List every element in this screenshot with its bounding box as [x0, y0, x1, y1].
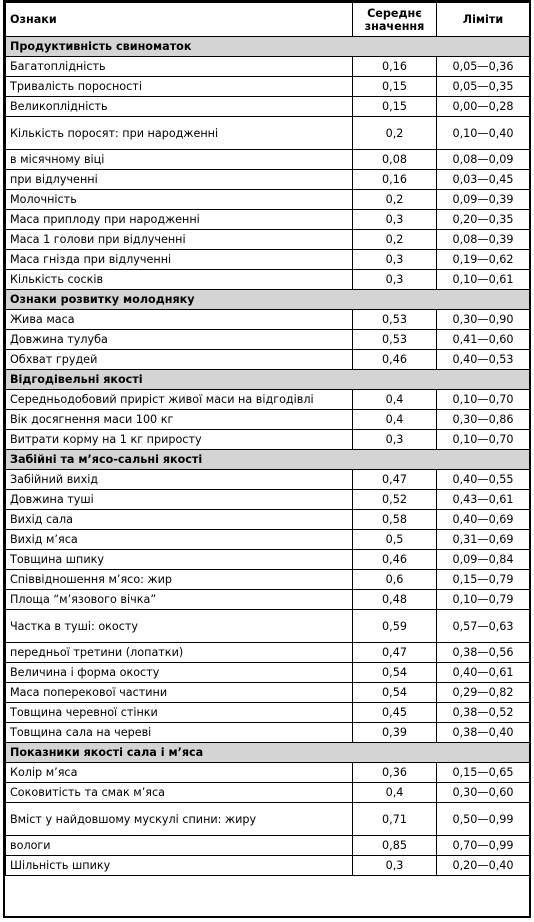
table-frame: [3, 0, 531, 918]
row-limits: 0,19—0,62: [437, 250, 530, 270]
row-average: 0,53: [353, 310, 437, 330]
row-label: Молочність: [6, 190, 353, 210]
row-label: Площа “м’язового вічка”: [6, 590, 353, 610]
row-label: Вихід м’яса: [6, 530, 353, 550]
header-limits: Ліміти: [437, 3, 530, 37]
table-row: [6, 210, 530, 230]
row-label: Великоплідність: [6, 97, 353, 117]
row-label: Вік досягнення маси 100 кг: [6, 410, 353, 430]
row-label: Вихід сала: [6, 510, 353, 530]
row-average: 0,71: [353, 803, 437, 836]
row-average: 0,2: [353, 230, 437, 250]
row-limits: 0,29—0,82: [437, 683, 530, 703]
row-label: Жива маса: [6, 310, 353, 330]
table-row: [6, 430, 530, 450]
row-label: передньої третини (лопатки): [6, 643, 353, 663]
row-average: 0,16: [353, 170, 437, 190]
table-row: [6, 723, 530, 743]
table-row: [6, 170, 530, 190]
row-label: при відлученні: [6, 170, 353, 190]
table-row: [6, 510, 530, 530]
table-row: [6, 610, 530, 643]
row-label: Товщина сала на череві: [6, 723, 353, 743]
table-row: [6, 803, 530, 836]
table-row: [6, 310, 530, 330]
row-label: Вміст у найдовшому мускулі спини: жиру: [6, 803, 353, 836]
row-limits: 0,03—0,45: [437, 170, 530, 190]
table-row: [6, 470, 530, 490]
row-average: 0,4: [353, 390, 437, 410]
row-label: Співвідношення м’ясо: жир: [6, 570, 353, 590]
header-average: Середнє значення: [353, 3, 437, 37]
row-limits: 0,00—0,28: [437, 97, 530, 117]
row-limits: 0,05—0,36: [437, 57, 530, 77]
row-average: 0,54: [353, 683, 437, 703]
table-row: [6, 836, 530, 856]
row-average: 0,47: [353, 643, 437, 663]
row-label: Товщина шпику: [6, 550, 353, 570]
row-average: 0,53: [353, 330, 437, 350]
section-title: Продуктивність свиноматок: [6, 37, 530, 57]
row-average: 0,5: [353, 530, 437, 550]
row-limits: 0,10—0,40: [437, 117, 530, 150]
row-limits: 0,43—0,61: [437, 490, 530, 510]
table-row: [6, 663, 530, 683]
row-label: Маса поперекової частини: [6, 683, 353, 703]
table-row: [6, 250, 530, 270]
row-label: Тривалість поросності: [6, 77, 353, 97]
row-limits: 0,40—0,61: [437, 663, 530, 683]
header-sign: Ознаки: [6, 3, 353, 37]
table-row: [6, 270, 530, 290]
section-title: Ознаки розвитку молодняку: [6, 290, 530, 310]
row-label: Кількість сосків: [6, 270, 353, 290]
table-row: [6, 643, 530, 663]
row-average: 0,4: [353, 783, 437, 803]
row-limits: 0,10—0,79: [437, 590, 530, 610]
table-body: [6, 37, 530, 876]
row-average: 0,2: [353, 117, 437, 150]
row-average: 0,6: [353, 570, 437, 590]
row-limits: 0,10—0,61: [437, 270, 530, 290]
row-average: 0,59: [353, 610, 437, 643]
row-average: 0,15: [353, 77, 437, 97]
row-label: Довжина тулуба: [6, 330, 353, 350]
row-limits: 0,30—0,86: [437, 410, 530, 430]
table-row: [6, 117, 530, 150]
row-limits: 0,40—0,53: [437, 350, 530, 370]
row-limits: 0,57—0,63: [437, 610, 530, 643]
row-label: Величина і форма окосту: [6, 663, 353, 683]
row-label: Маса 1 голови при відлученні: [6, 230, 353, 250]
row-limits: 0,20—0,40: [437, 856, 530, 876]
row-label: Шільність шпику: [6, 856, 353, 876]
row-average: 0,46: [353, 550, 437, 570]
row-label: вологи: [6, 836, 353, 856]
table-row: [6, 150, 530, 170]
row-limits: 0,10—0,70: [437, 430, 530, 450]
row-limits: 0,38—0,52: [437, 703, 530, 723]
row-average: 0,54: [353, 663, 437, 683]
row-average: 0,16: [353, 57, 437, 77]
row-label: Середньодобовий приріст живої маси на відгодівлі: [6, 390, 353, 410]
row-average: 0,3: [353, 856, 437, 876]
row-average: 0,46: [353, 350, 437, 370]
row-label: Багатоплідність: [6, 57, 353, 77]
table-row: [6, 856, 530, 876]
table-row: [6, 57, 530, 77]
row-average: 0,58: [353, 510, 437, 530]
row-limits: 0,30—0,90: [437, 310, 530, 330]
section-row: [6, 450, 530, 470]
table-row: [6, 550, 530, 570]
row-limits: 0,31—0,69: [437, 530, 530, 550]
section-title: Забійні та м’ясо-сальні якості: [6, 450, 530, 470]
row-limits: 0,20—0,35: [437, 210, 530, 230]
row-limits: 0,08—0,39: [437, 230, 530, 250]
row-average: 0,52: [353, 490, 437, 510]
row-limits: 0,40—0,55: [437, 470, 530, 490]
table-row: [6, 783, 530, 803]
row-average: 0,2: [353, 190, 437, 210]
row-label: Витрати корму на 1 кг приросту: [6, 430, 353, 450]
row-limits: 0,30—0,60: [437, 783, 530, 803]
table-row: [6, 683, 530, 703]
table-row: [6, 97, 530, 117]
row-label: Маса приплоду при народженні: [6, 210, 353, 230]
row-label: Забійний вихід: [6, 470, 353, 490]
row-limits: 0,15—0,79: [437, 570, 530, 590]
row-average: 0,15: [353, 97, 437, 117]
table-row: [6, 530, 530, 550]
table-row: [6, 390, 530, 410]
heritability-table: [5, 2, 530, 876]
row-limits: 0,15—0,65: [437, 763, 530, 783]
table-row: [6, 410, 530, 430]
row-label: Товщина черевної стінки: [6, 703, 353, 723]
table-row: [6, 590, 530, 610]
row-average: 0,3: [353, 270, 437, 290]
row-limits: 0,09—0,39: [437, 190, 530, 210]
row-average: 0,48: [353, 590, 437, 610]
row-label: Кількість поросят: при народженні: [6, 117, 353, 150]
row-average: 0,3: [353, 210, 437, 230]
row-label: Маса гнізда при відлученні: [6, 250, 353, 270]
table-row: [6, 230, 530, 250]
row-limits: 0,10—0,70: [437, 390, 530, 410]
section-title: Показники якості сала і м’яса: [6, 743, 530, 763]
row-label: Обхват грудей: [6, 350, 353, 370]
row-average: 0,36: [353, 763, 437, 783]
row-limits: 0,38—0,56: [437, 643, 530, 663]
row-limits: 0,05—0,35: [437, 77, 530, 97]
table-row: [6, 763, 530, 783]
row-label: Колір м’яса: [6, 763, 353, 783]
row-average: 0,08: [353, 150, 437, 170]
table-row: [6, 330, 530, 350]
section-row: [6, 290, 530, 310]
row-average: 0,47: [353, 470, 437, 490]
row-limits: 0,38—0,40: [437, 723, 530, 743]
table-row: [6, 350, 530, 370]
row-limits: 0,40—0,69: [437, 510, 530, 530]
table-row: [6, 703, 530, 723]
row-limits: 0,70—0,99: [437, 836, 530, 856]
row-limits: 0,50—0,99: [437, 803, 530, 836]
table-row: [6, 190, 530, 210]
row-limits: 0,41—0,60: [437, 330, 530, 350]
table-row: [6, 570, 530, 590]
section-row: [6, 370, 530, 390]
row-label: Соковитість та смак м’яса: [6, 783, 353, 803]
row-average: 0,3: [353, 430, 437, 450]
row-average: 0,85: [353, 836, 437, 856]
row-limits: 0,08—0,09: [437, 150, 530, 170]
section-title: Відгодівельні якості: [6, 370, 530, 390]
row-average: 0,45: [353, 703, 437, 723]
row-average: 0,4: [353, 410, 437, 430]
row-average: 0,39: [353, 723, 437, 743]
table-row: [6, 77, 530, 97]
row-average: 0,3: [353, 250, 437, 270]
row-label: Частка в туші: окосту: [6, 610, 353, 643]
header-row: [6, 3, 530, 37]
section-row: [6, 37, 530, 57]
row-label: в місячному віці: [6, 150, 353, 170]
row-label: Довжина туші: [6, 490, 353, 510]
row-limits: 0,09—0,84: [437, 550, 530, 570]
section-row: [6, 743, 530, 763]
table-row: [6, 490, 530, 510]
